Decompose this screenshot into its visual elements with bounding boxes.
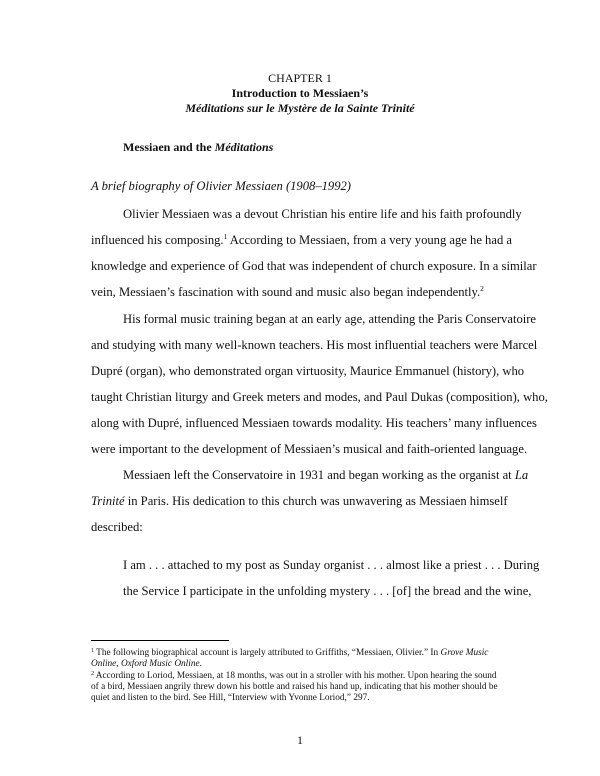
- chapter-subtitle: Méditations sur le Mystère de la Sainte Trinité: [185, 101, 415, 115]
- subsection-heading: A brief biography of Olivier Messiaen (1908–1992): [91, 179, 352, 193]
- block-quote-line-2: the Service I participate in the unfolding mystery . . . [of] the bread and the wine,: [123, 584, 532, 598]
- text-run-italic: Grove Music: [440, 648, 489, 658]
- paragraph-2-line-2: and studying with many well-known teachers. His most influential teachers were Marcel: [91, 338, 538, 352]
- text-run: According to Messiaen, from a very young age he had a: [227, 233, 512, 247]
- paragraph-2-line-6: were important to the development of Messiaen’s musical and faith-oriented language.: [91, 442, 528, 456]
- footnote-ref-2: 2: [480, 284, 484, 293]
- footnote-2-line-3: quiet and listen to the bird. See Hill, “Interview with Yvonne Loriod,” 297.: [91, 693, 370, 703]
- text-run: vein, Messiaen’s fascination with sound and music also began independently.: [91, 285, 481, 299]
- paragraph-3-line-1: [123, 468, 528, 483]
- paragraph-1-line-2: [91, 233, 512, 248]
- text-run: in Paris. His dedication to this church was unwavering as Messiaen himself: [124, 494, 508, 508]
- section-heading: [123, 140, 273, 155]
- paragraph-3-line-3: described:: [91, 520, 143, 534]
- text-run-italic: Online, Oxford Music Online: [91, 659, 200, 669]
- text-run: .: [199, 659, 202, 669]
- paragraph-2-line-4: taught Christian liturgy and Greek meters and modes, and Paul Dukas (composition), who,: [91, 390, 548, 404]
- page-number: 1: [297, 733, 303, 747]
- text-run: influenced his composing.: [91, 233, 224, 247]
- footnote-1-number: 1: [91, 648, 94, 654]
- text-run-italic: Trinité: [91, 494, 125, 508]
- section-heading-italic: Méditations: [214, 140, 274, 154]
- chapter-title: Introduction to Messiaen’s: [231, 86, 369, 100]
- paragraph-2-line-3: Dupré (organ), who demonstrated organ virtuosity, Maurice Emmanuel (history), who: [91, 364, 525, 378]
- text-run: According to Loriod, Messiaen, at 18 months, was out in a stroller with his mother. Upon hearing the sound: [94, 671, 497, 681]
- paragraph-2-line-1: His formal music training began at an early age, attending the Paris Conservatoire: [123, 312, 537, 326]
- footnote-2-number: 2: [91, 671, 94, 677]
- footnote-divider: [91, 640, 229, 641]
- footnote-1-line-2: [91, 659, 202, 671]
- text-run: The following biographical account is largely attributed to Griffiths, “Messiaen, Olivier.” In: [94, 648, 441, 658]
- paragraph-2-line-5: along with Dupré, influenced Messiaen towards modality. His teachers’ many influences: [91, 416, 537, 430]
- paragraph-1-line-3: knowledge and experience of God that was independent of church exposure. In a similar: [91, 259, 537, 273]
- section-heading-plain: Messiaen and the: [123, 140, 215, 154]
- text-run: Messiaen left the Conservatoire in 1931 and began working as the organist at: [123, 468, 515, 482]
- paragraph-1-line-1: Olivier Messiaen was a devout Christian his entire life and his faith profoundly: [123, 207, 522, 221]
- footnote-2-line-2: of a bird, Messiaen angrily threw down his bottle and raised his hand up, indicating that his mother should be: [91, 682, 498, 692]
- text-run-italic: La: [514, 468, 529, 482]
- paragraph-1-line-4: [91, 285, 484, 300]
- chapter-label: CHAPTER 1: [268, 71, 332, 85]
- block-quote-line-1: I am . . . attached to my post as Sunday organist . . . almost like a priest . . . During: [123, 558, 540, 572]
- footnote-ref-1: 1: [223, 232, 228, 241]
- paragraph-3-line-2: [91, 494, 508, 509]
